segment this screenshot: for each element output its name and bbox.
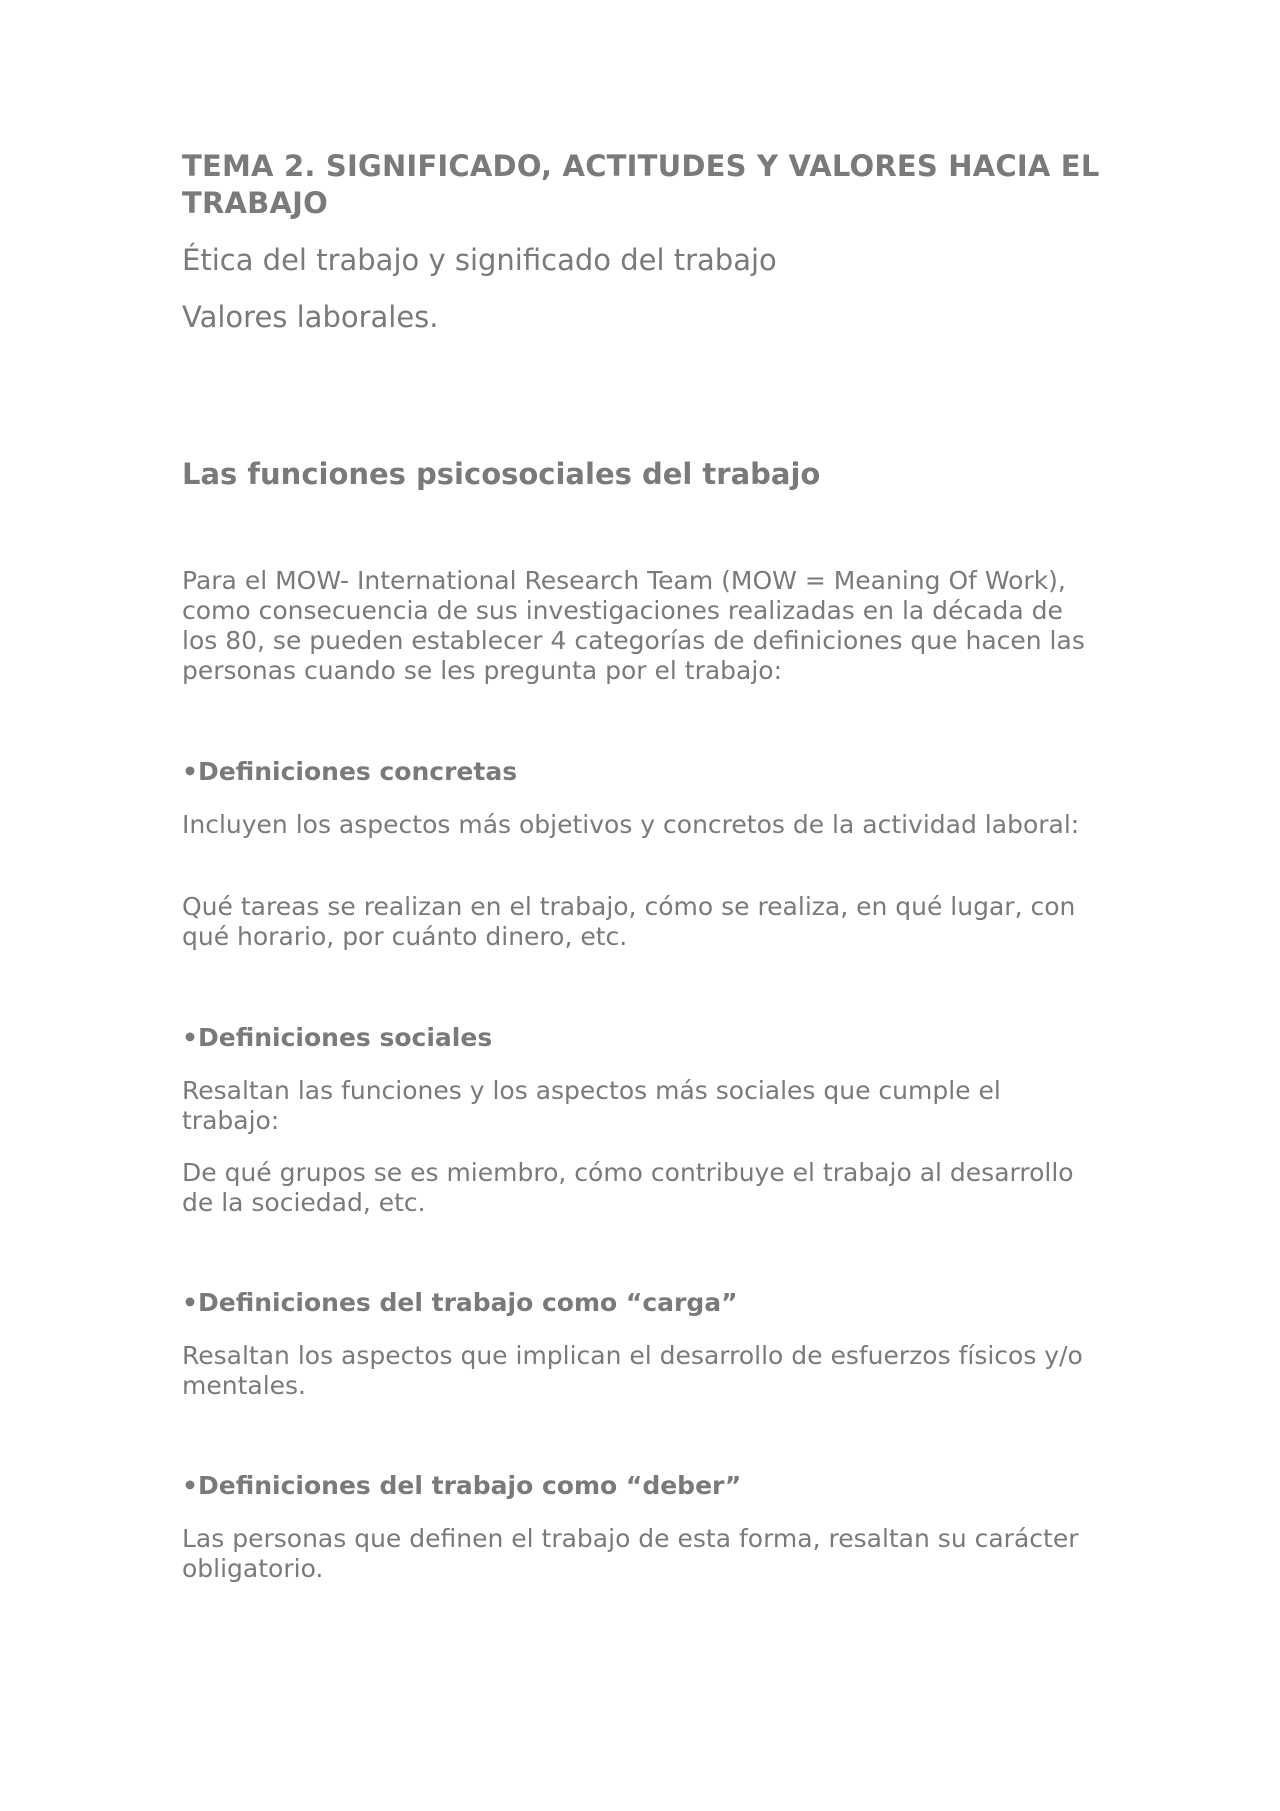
document-title: TEMA 2. SIGNIFICADO, ACTITUDES Y VALORES HACIA EL TRABAJO (182, 149, 1100, 220)
bullet-icon: • (182, 757, 198, 786)
bullet-icon: • (182, 1288, 198, 1317)
subtitle-values: Valores laborales. (182, 300, 439, 334)
definition-paragraph: Resaltan los aspectos que implican el desarrollo de esfuerzos físicos y/o mentales. (182, 1341, 1083, 1400)
intro-paragraph: Para el MOW- International Research Team (MOW = Meaning Of Work), como consecuencia de sus investigaciones realizadas en la década de los 80, se pueden establecer 4 categorías de definiciones que hacen las personas cuando se les pregunta por el trabajo: (182, 566, 1085, 685)
bullet-icon: • (182, 1471, 198, 1500)
definition-heading-text: Definiciones sociales (197, 1023, 493, 1052)
definition-paragraph: Qué tareas se realizan en el trabajo, cómo se realiza, en qué lugar, con qué horario, por cuánto dinero, etc. (182, 892, 1076, 951)
definition-heading-carga (182, 1288, 738, 1318)
definition-heading-deber (182, 1471, 741, 1501)
subtitle-ethics: Ética del trabajo y significado del trabajo (182, 243, 777, 277)
definition-paragraph: Incluyen los aspectos más objetivos y concretos de la actividad laboral: (182, 810, 1080, 839)
definition-paragraph: De qué grupos se es miembro, cómo contribuye el trabajo al desarrollo de la sociedad, etc. (182, 1158, 1074, 1217)
definition-heading-text: Definiciones del trabajo como “deber” (197, 1471, 742, 1500)
section-heading: Las funciones psicosociales del trabajo (182, 457, 821, 491)
definition-heading-sociales (182, 1023, 492, 1053)
definition-heading-concretas (182, 757, 517, 787)
bullet-icon: • (182, 1023, 198, 1052)
definition-paragraph: Resaltan las funciones y los aspectos más sociales que cumple el trabajo: (182, 1076, 1001, 1135)
definition-heading-text: Definiciones concretas (197, 757, 518, 786)
definition-heading-text: Definiciones del trabajo como “carga” (197, 1288, 738, 1317)
definition-paragraph: Las personas que definen el trabajo de esta forma, resaltan su carácter obligatorio. (182, 1524, 1079, 1583)
